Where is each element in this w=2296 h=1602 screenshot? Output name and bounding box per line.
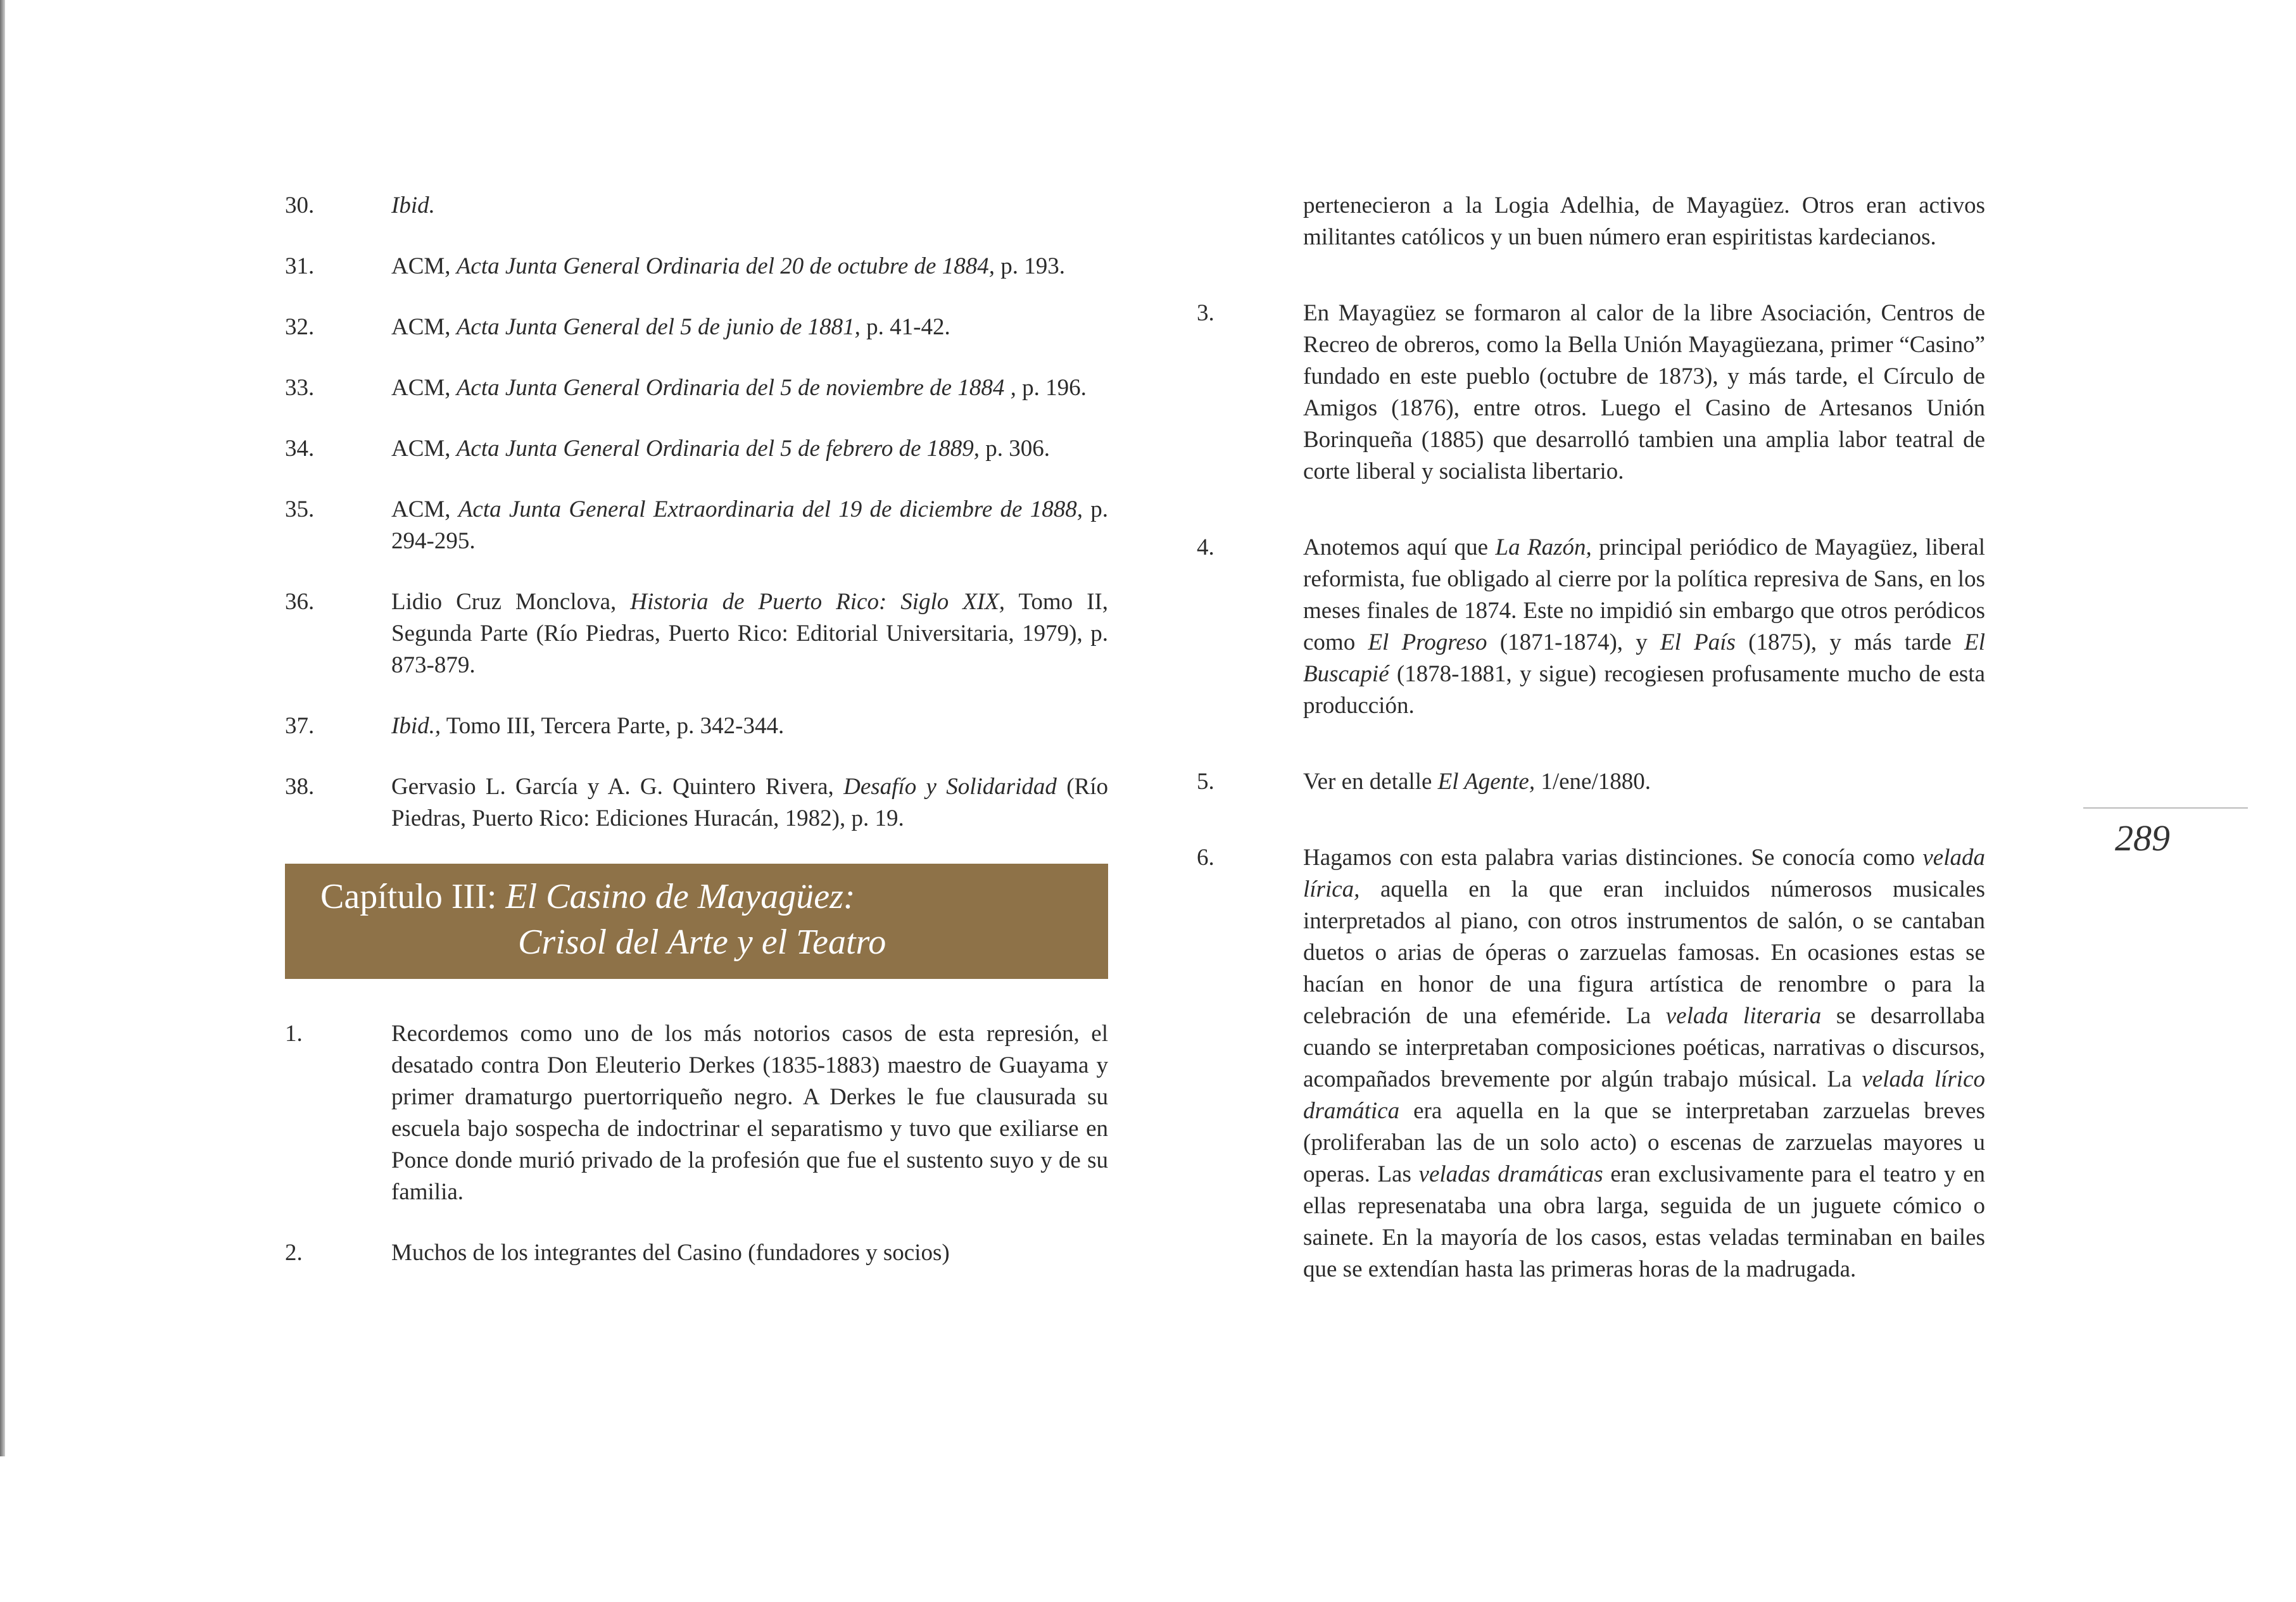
note-text-run: En Mayagüez se formaron al calor de la libre Asociación, Centros de Recreo de obreros, como la Bella Unión Mayagüezana, primer “Casino” fundado en este pueblo (octubre de 1873), y más tarde, el Círculo de Amigos (1876), entre otros. Luego el Casino de Artesanos Unión Borinqueña (1885) que desarrolló tambien una amplia labor teatral de corte liberal y socialista libertario. (1303, 300, 1985, 484)
note-item (285, 1237, 1108, 1269)
note-text-run: era aquella en la que se interpretaban zarzuelas breves (proliferaban las de un solo acto) o escenas de zarzuelas mayores u operas. Las (1303, 1098, 1985, 1187)
note-text-italic: velada lírica, (1303, 845, 1985, 902)
note-text-run: Ver en detalle (1303, 769, 1438, 795)
note-text-italic: El Progreso (1368, 629, 1487, 655)
note-text-italic: Acta Junta General Ordinaria del 5 de febrero de 1889, (456, 436, 980, 462)
note-text (391, 253, 1065, 279)
note-number: 1. (285, 1021, 303, 1047)
note-item (1197, 190, 1985, 253)
note-text-italic: Acta Junta General Ordinaria del 20 de octubre de 1884, (456, 253, 995, 279)
note-text-run: Anotemos aquí que (1303, 534, 1496, 560)
note-text (391, 1021, 1108, 1205)
endnotes-list (285, 190, 1108, 835)
note-text-run: ACM, (391, 314, 457, 340)
note-text-run: p. 294-295. (391, 496, 1108, 554)
note-item (285, 771, 1108, 835)
note-text (391, 436, 1050, 462)
note-text-italic: Acta Junta General del 5 de junio de 1881, (456, 314, 861, 340)
note-text (1303, 300, 1985, 484)
note-text-run: ACM, (391, 375, 457, 401)
note-item (285, 586, 1108, 681)
note-text (1303, 192, 1985, 250)
note-text-run: ACM, (391, 436, 457, 462)
note-text (391, 713, 784, 739)
note-item (285, 1018, 1108, 1208)
chapter-title-line-2: Crisol del Arte y el Teatro (518, 923, 886, 962)
note-text-italic: Historia de Puerto Rico: Siglo XIX, (630, 589, 1006, 615)
chapter-notes-list-continued (1197, 190, 1985, 1285)
note-number: 32. (285, 314, 315, 340)
note-text-run: p. 196. (1016, 375, 1087, 401)
note-text-italic: Desafío y Solidaridad (843, 774, 1057, 800)
note-text-run: Gervasio L. García y A. G. Quintero Rivera, (391, 774, 844, 800)
note-text-run: 1/ene/1880. (1535, 769, 1651, 795)
note-number: 2. (285, 1240, 303, 1266)
note-number: 6. (1197, 845, 1214, 871)
note-text-run: p. 41-42. (860, 314, 950, 340)
note-item (1197, 298, 1985, 488)
note-item (1197, 766, 1985, 798)
note-text-italic: Ibid., (391, 713, 441, 739)
note-text-run: Hagamos con esta palabra varias distinciones. Se conocía como (1303, 845, 1923, 871)
note-text (391, 1240, 950, 1266)
left-column (285, 190, 1108, 1298)
note-text-italic: El Agente, (1437, 769, 1536, 795)
note-text-run: Tomo II, Segunda Parte (Río Piedras, Puerto Rico: Editorial Universitaria, 1979), p. 873-879. (391, 589, 1108, 678)
note-text (391, 496, 1108, 554)
note-item (285, 433, 1108, 465)
note-text (391, 375, 1087, 401)
note-text-run: (Río Piedras, Puerto Rico: Ediciones Huracán, 1982), p. 19. (391, 774, 1109, 831)
note-text-italic: velada literaria (1665, 1003, 1822, 1029)
note-text-run: principal periódico de Mayagüez, liberal reformista, fue obligado al cierre por la política represiva de Sans, en los meses finales de 1874. Este no impidió sin embargo que otros peródicos como (1303, 534, 1985, 655)
note-item (285, 372, 1108, 404)
note-text-run: Muchos de los integrantes del Casino (fundadores y socios) (391, 1240, 950, 1266)
note-text-run: (1878-1881, y sigue) recogiesen profusamente mucho de esta producción. (1303, 661, 1985, 719)
note-text-run: eran exclusivamente para el teatro y en ellas represenataba una obra larga, seguida de un juguete cómico o sainete. En la mayoría de los casos, estas veladas terminaban en bailes que se extendían hasta las primeras horas de la madrugada. (1303, 1161, 1985, 1282)
note-text (1303, 534, 1985, 719)
note-number: 31. (285, 253, 315, 279)
note-number: 5. (1197, 769, 1214, 795)
note-text (1303, 845, 1985, 1282)
note-number: 37. (285, 713, 315, 739)
note-text-run: (1871-1874), y (1487, 629, 1661, 655)
chapter-title-line-1: El Casino de Mayagüez: (505, 877, 855, 916)
note-text-italic: Acta Junta General Ordinaria del 5 de noviembre de 1884 , (456, 375, 1016, 401)
note-item (285, 494, 1108, 557)
note-number: 36. (285, 589, 315, 615)
note-item (285, 710, 1108, 742)
page-number: 289 (2115, 817, 2170, 859)
note-text-italic: El Buscapié (1303, 629, 1985, 687)
note-item (285, 190, 1108, 222)
note-text-run: ACM, (391, 496, 458, 522)
note-text-italic: Ibid. (391, 192, 435, 218)
note-item (285, 312, 1108, 343)
note-text-italic: velada lírico dramática (1303, 1066, 1985, 1124)
note-text-run: Tomo III, Tercera Parte, p. 342-344. (441, 713, 785, 739)
note-number: 35. (285, 496, 315, 522)
note-number: 3. (1197, 300, 1214, 326)
note-text (391, 314, 950, 340)
note-item (285, 251, 1108, 282)
chapter-heading-line-1 (320, 874, 1089, 919)
note-number: 4. (1197, 534, 1214, 560)
note-text-run: ACM, (391, 253, 457, 279)
page-binding-edge (0, 0, 5, 1456)
note-number: 38. (285, 774, 315, 800)
note-text-italic: El País (1660, 629, 1736, 655)
note-item (1197, 842, 1985, 1285)
note-text-run: (1875), y más tarde (1735, 629, 1965, 655)
note-text (391, 192, 435, 218)
note-text-run: aquella en la que eran incluidos númerosos musicales interpretados al piano, con otros instrumentos de salón, o se cantaban duetos o arias de óperas o zarzuelas famosas. En ocasiones estas se hacían en honor de una figura artística de renombre o para la celebración de una efeméride. La (1303, 876, 1985, 1029)
note-text (391, 589, 1108, 678)
note-text-run: p. 306. (980, 436, 1050, 462)
note-text-run: se desarrollaba cuando se interpretaban composiciones poéticas, narrativas o discursos, acompañados brevemente por algún trabajo músical. La (1303, 1003, 1985, 1092)
chapter-label: Capítulo III: (320, 877, 506, 916)
note-text-italic: veladas dramáticas (1418, 1161, 1603, 1187)
right-column (1197, 190, 1985, 1285)
note-text-run: Recordemos como uno de los más notorios casos de esta represión, el desatado contra Don Eleuterio Derkes (1835-1883) maestro de Guayama y primer dramaturgo puertorriqueño negro. A Derkes le fue clausurada su escuela bajo sospecha de indoctrinar el separatismo y tuvo que exiliarse en Ponce donde murió privado de la profesión que fue el sustento suyo y de su familia. (391, 1021, 1108, 1205)
note-number: 30. (285, 192, 315, 218)
note-item (1197, 532, 1985, 722)
note-text-italic: La Razón, (1495, 534, 1592, 560)
note-text-run: pertenecieron a la Logia Adelhia, de Mayagüez. Otros eran activos militantes católicos y un buen número eran espiritistas kardecianos. (1303, 192, 1985, 250)
page-number-rule (2083, 807, 2248, 809)
note-text (391, 774, 1108, 831)
note-text-italic: Acta Junta General Extraordinaria del 19 de diciembre de 1888, (458, 496, 1083, 522)
note-text (1303, 769, 1651, 795)
chapter-notes-list (285, 1018, 1108, 1269)
note-text-run: p. 193. (994, 253, 1065, 279)
note-number: 34. (285, 436, 315, 462)
chapter-heading-box (285, 864, 1108, 979)
note-number: 33. (285, 375, 315, 401)
note-text-run: Lidio Cruz Monclova, (391, 589, 631, 615)
